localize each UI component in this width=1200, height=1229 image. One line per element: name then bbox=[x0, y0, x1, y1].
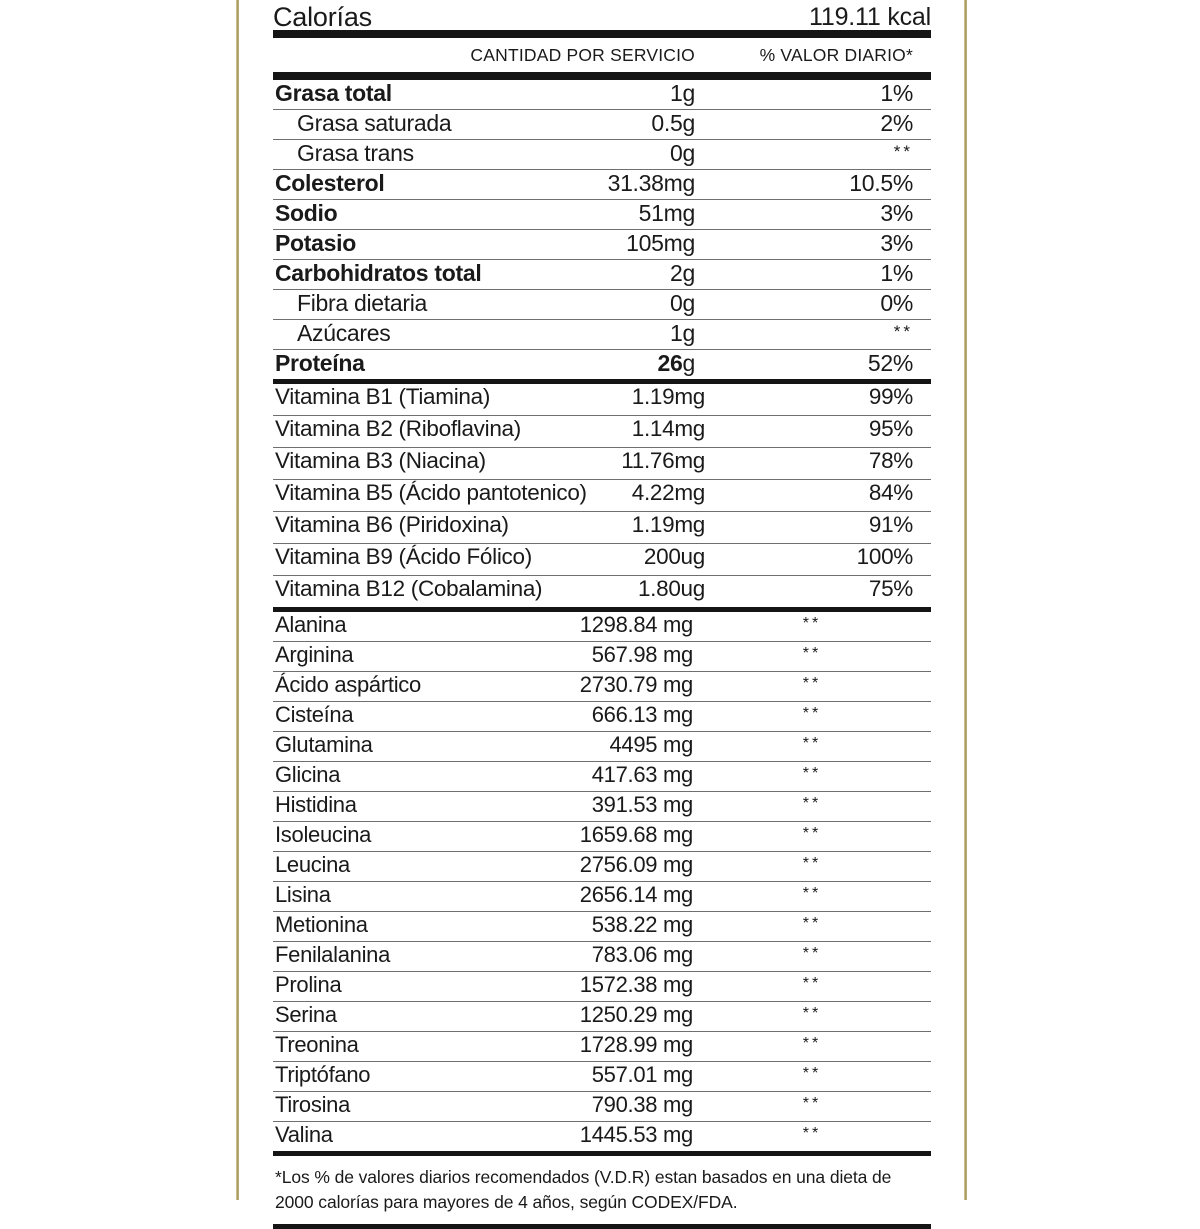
amino-acid-amount: 666.13 mg bbox=[591, 702, 693, 727]
nutrient-name: Potasio bbox=[275, 230, 356, 256]
nutrient-daily-value: 1% bbox=[880, 260, 913, 286]
amino-acid-daily-value bbox=[693, 1122, 931, 1148]
rule-below-footnote bbox=[273, 1224, 931, 1229]
nutrient-amount: 105mg bbox=[626, 230, 695, 256]
vitamin-daily-value: 84% bbox=[868, 480, 913, 505]
nutrient-name: Fibra dietaria bbox=[297, 290, 428, 316]
nutrient-amount: 0g bbox=[670, 290, 695, 316]
vitamin-daily-value: 78% bbox=[868, 448, 913, 473]
amino-acid-row bbox=[273, 672, 931, 701]
nutrient-amount-unit: g bbox=[682, 350, 695, 376]
nutrient-daily-value bbox=[695, 140, 931, 167]
vitamin-daily-value: 91% bbox=[868, 512, 913, 537]
vitamin-amount: 1.19mg bbox=[631, 384, 705, 409]
nutrient-daily-value: 3% bbox=[880, 230, 913, 256]
nutrient-row bbox=[273, 320, 931, 349]
nutrient-amount: 0g bbox=[670, 140, 695, 166]
amino-acid-name: Valina bbox=[275, 1122, 333, 1147]
nutrient-row bbox=[273, 170, 931, 199]
nutrient-daily-value: 10.5% bbox=[849, 170, 913, 196]
no-daily-value-mark: ** bbox=[802, 855, 822, 872]
no-daily-value-mark: ** bbox=[802, 675, 822, 692]
amino-acid-name: Histidina bbox=[275, 792, 357, 817]
amino-acid-row bbox=[273, 1122, 931, 1151]
nutrient-name: Proteína bbox=[275, 350, 365, 376]
amino-acid-list bbox=[273, 612, 931, 1151]
amino-acid-amount: 538.22 mg bbox=[591, 912, 693, 937]
no-daily-value-mark: ** bbox=[893, 322, 913, 341]
no-daily-value-mark: ** bbox=[802, 975, 822, 992]
vitamin-name: Vitamina B12 (Cobalamina) bbox=[275, 576, 543, 601]
nutrient-name: Azúcares bbox=[297, 320, 391, 346]
vitamin-daily-value: 99% bbox=[868, 384, 913, 409]
vitamin-name: Vitamina B9 (Ácido Fólico) bbox=[275, 544, 532, 569]
amino-acid-row bbox=[273, 1092, 931, 1121]
nutrient-daily-value: 52% bbox=[867, 350, 913, 376]
amino-acid-amount: 1659.68 mg bbox=[579, 822, 693, 847]
vitamin-amount: 200ug bbox=[643, 544, 705, 569]
no-daily-value-mark: ** bbox=[802, 1005, 822, 1022]
amino-acid-daily-value bbox=[693, 762, 931, 788]
vitamin-row bbox=[273, 448, 931, 479]
vitamin-name: Vitamina B2 (Riboflavina) bbox=[275, 416, 521, 441]
vitamin-name: Vitamina B1 (Tiamina) bbox=[275, 384, 491, 409]
amino-acid-daily-value bbox=[693, 852, 931, 878]
nutrient-name: Grasa saturada bbox=[297, 110, 452, 136]
vitamin-daily-value: 100% bbox=[856, 544, 913, 569]
no-daily-value-mark: ** bbox=[802, 1065, 822, 1082]
nutrient-row bbox=[273, 140, 931, 169]
vitamin-name: Vitamina B5 (Ácido pantotenico) bbox=[275, 480, 587, 505]
vitamin-list bbox=[273, 384, 931, 607]
amino-acid-amount: 1250.29 mg bbox=[579, 1002, 693, 1027]
amino-acid-name: Glicina bbox=[275, 762, 341, 787]
nutrient-daily-value: 0% bbox=[880, 290, 913, 316]
amino-acid-name: Metionina bbox=[275, 912, 368, 937]
vitamin-amount: 1.14mg bbox=[631, 416, 705, 441]
amino-acid-name: Arginina bbox=[275, 642, 354, 667]
amino-acid-amount: 1572.38 mg bbox=[579, 972, 693, 997]
nutrient-name: Colesterol bbox=[275, 170, 385, 196]
nutrient-amount: 1g bbox=[670, 80, 695, 106]
amino-acid-name: Glutamina bbox=[275, 732, 373, 757]
amino-acid-row bbox=[273, 642, 931, 671]
amino-acid-amount: 1445.53 mg bbox=[579, 1122, 693, 1147]
nutrient-row bbox=[273, 290, 931, 319]
vitamin-row bbox=[273, 544, 931, 575]
nutrient-list bbox=[273, 80, 931, 379]
vitamin-row bbox=[273, 416, 931, 447]
calories-label: Calorías bbox=[273, 2, 372, 32]
vitamin-name: Vitamina B6 (Piridoxina) bbox=[275, 512, 509, 537]
amino-acid-daily-value bbox=[693, 972, 931, 998]
amino-acid-name: Triptófano bbox=[275, 1062, 371, 1087]
amino-acid-daily-value bbox=[693, 942, 931, 968]
amino-acid-name: Cisteína bbox=[275, 702, 354, 727]
amino-acid-name: Isoleucina bbox=[275, 822, 372, 847]
vitamin-daily-value: 75% bbox=[868, 576, 913, 601]
amino-acid-amount: 2756.09 mg bbox=[579, 852, 693, 877]
amino-acid-row bbox=[273, 1002, 931, 1031]
amino-acid-amount: 567.98 mg bbox=[591, 642, 693, 667]
amino-acid-name: Tirosina bbox=[275, 1092, 351, 1117]
vitamin-amount: 11.76mg bbox=[621, 448, 705, 473]
nutrient-name: Grasa trans bbox=[297, 140, 414, 166]
amino-acid-daily-value bbox=[693, 882, 931, 908]
footnote-text: *Los % de valores diarios recomendados (V.D.R) estan basados en una dieta de 2000 calorías para mayores de 4 años, según CODEX/FDA. bbox=[275, 1167, 892, 1213]
nutrient-name: Sodio bbox=[275, 200, 338, 226]
nutrition-facts-panel bbox=[273, 0, 931, 1229]
amino-acid-name: Lisina bbox=[275, 882, 331, 907]
no-daily-value-mark: ** bbox=[802, 1095, 822, 1112]
calories-row bbox=[273, 0, 931, 30]
amino-acid-daily-value bbox=[693, 792, 931, 818]
column-header-row bbox=[273, 38, 931, 72]
left-edge-rule bbox=[236, 0, 239, 1200]
amino-acid-row bbox=[273, 882, 931, 911]
amino-acid-name: Ácido aspártico bbox=[275, 672, 421, 697]
no-daily-value-mark: ** bbox=[802, 795, 822, 812]
no-daily-value-mark: ** bbox=[802, 645, 822, 662]
amino-acid-row bbox=[273, 1062, 931, 1091]
amino-acid-row bbox=[273, 852, 931, 881]
nutrient-amount bbox=[575, 350, 695, 377]
nutrient-row bbox=[273, 80, 931, 109]
nutrient-amount: 2g bbox=[670, 260, 695, 286]
amino-acid-amount: 557.01 mg bbox=[591, 1062, 693, 1087]
amino-acid-row bbox=[273, 792, 931, 821]
nutrient-name: Carbohidratos total bbox=[275, 260, 482, 286]
amino-acid-amount: 417.63 mg bbox=[591, 762, 693, 787]
no-daily-value-mark: ** bbox=[802, 615, 822, 632]
no-daily-value-mark: ** bbox=[802, 1125, 822, 1142]
no-daily-value-mark: ** bbox=[802, 915, 822, 932]
amino-acid-row bbox=[273, 1032, 931, 1061]
amino-acid-amount: 2656.14 mg bbox=[579, 882, 693, 907]
amino-acid-name: Fenilalanina bbox=[275, 942, 391, 967]
vitamin-row bbox=[273, 480, 931, 511]
nutrient-row bbox=[273, 200, 931, 229]
amino-acid-name: Alanina bbox=[275, 612, 347, 637]
no-daily-value-mark: ** bbox=[802, 885, 822, 902]
nutrient-row bbox=[273, 260, 931, 289]
amino-acid-name: Leucina bbox=[275, 852, 350, 877]
nutrient-amount: 1g bbox=[670, 320, 695, 346]
amino-acid-row bbox=[273, 942, 931, 971]
amino-acid-row bbox=[273, 732, 931, 761]
amino-acid-daily-value bbox=[693, 672, 931, 698]
amino-acid-amount: 790.38 mg bbox=[591, 1092, 693, 1117]
nutrient-amount: 0.5g bbox=[651, 110, 695, 136]
right-edge-rule bbox=[964, 0, 967, 1200]
amino-acid-daily-value bbox=[693, 612, 931, 638]
calories-value: 119.11 kcal bbox=[809, 3, 931, 31]
no-daily-value-mark: ** bbox=[893, 142, 913, 161]
nutrient-daily-value: 1% bbox=[880, 80, 913, 106]
no-daily-value-mark: ** bbox=[802, 765, 822, 782]
amino-acid-daily-value bbox=[693, 1032, 931, 1058]
amino-acid-row bbox=[273, 972, 931, 1001]
column-header-amount: CANTIDAD POR SERVICIO bbox=[470, 44, 695, 65]
amino-acid-daily-value bbox=[693, 912, 931, 938]
no-daily-value-mark: ** bbox=[802, 1035, 822, 1052]
vitamin-name: Vitamina B3 (Niacina) bbox=[275, 448, 486, 473]
vitamin-daily-value: 95% bbox=[868, 416, 913, 441]
nutrient-amount: 51mg bbox=[638, 200, 695, 226]
amino-acid-daily-value bbox=[693, 702, 931, 728]
amino-acid-daily-value bbox=[693, 732, 931, 758]
nutrient-row bbox=[273, 350, 931, 379]
amino-acid-row bbox=[273, 822, 931, 851]
vitamin-amount: 1.80ug bbox=[637, 576, 705, 601]
amino-acid-amount: 1728.99 mg bbox=[579, 1032, 693, 1057]
vitamin-row bbox=[273, 576, 931, 607]
amino-acid-daily-value bbox=[693, 642, 931, 668]
amino-acid-row bbox=[273, 702, 931, 731]
amino-acid-amount: 4495 mg bbox=[609, 732, 693, 757]
nutrient-daily-value: 3% bbox=[880, 200, 913, 226]
amino-acid-daily-value bbox=[693, 822, 931, 848]
nutrient-row bbox=[273, 230, 931, 259]
amino-acid-amount: 391.53 mg bbox=[591, 792, 693, 817]
nutrient-daily-value: 2% bbox=[880, 110, 913, 136]
rule-below-headers bbox=[273, 72, 931, 80]
amino-acid-daily-value bbox=[693, 1002, 931, 1028]
amino-acid-amount: 783.06 mg bbox=[591, 942, 693, 967]
amino-acid-row bbox=[273, 612, 931, 641]
nutrient-amount-strong: 26 bbox=[657, 350, 683, 376]
vitamin-amount: 4.22mg bbox=[631, 480, 705, 505]
vitamin-row bbox=[273, 512, 931, 543]
nutrient-name: Grasa total bbox=[275, 80, 392, 106]
amino-acid-row bbox=[273, 762, 931, 791]
amino-acid-daily-value bbox=[693, 1092, 931, 1118]
amino-acid-row bbox=[273, 912, 931, 941]
nutrient-row bbox=[273, 110, 931, 139]
nutrient-amount: 31.38mg bbox=[607, 170, 695, 196]
amino-acid-daily-value bbox=[693, 1062, 931, 1088]
vitamin-amount: 1.19mg bbox=[631, 512, 705, 537]
amino-acid-amount: 1298.84 mg bbox=[579, 612, 693, 637]
amino-acid-name: Treonina bbox=[275, 1032, 359, 1057]
amino-acid-name: Serina bbox=[275, 1002, 337, 1027]
no-daily-value-mark: ** bbox=[802, 735, 822, 752]
no-daily-value-mark: ** bbox=[802, 705, 822, 722]
vitamin-row bbox=[273, 384, 931, 415]
amino-acid-amount: 2730.79 mg bbox=[579, 672, 693, 697]
column-header-dv: % VALOR DIARIO* bbox=[759, 44, 913, 65]
no-daily-value-mark: ** bbox=[802, 945, 822, 962]
nutrient-daily-value bbox=[695, 320, 931, 347]
no-daily-value-mark: ** bbox=[802, 825, 822, 842]
amino-acid-name: Prolina bbox=[275, 972, 342, 997]
